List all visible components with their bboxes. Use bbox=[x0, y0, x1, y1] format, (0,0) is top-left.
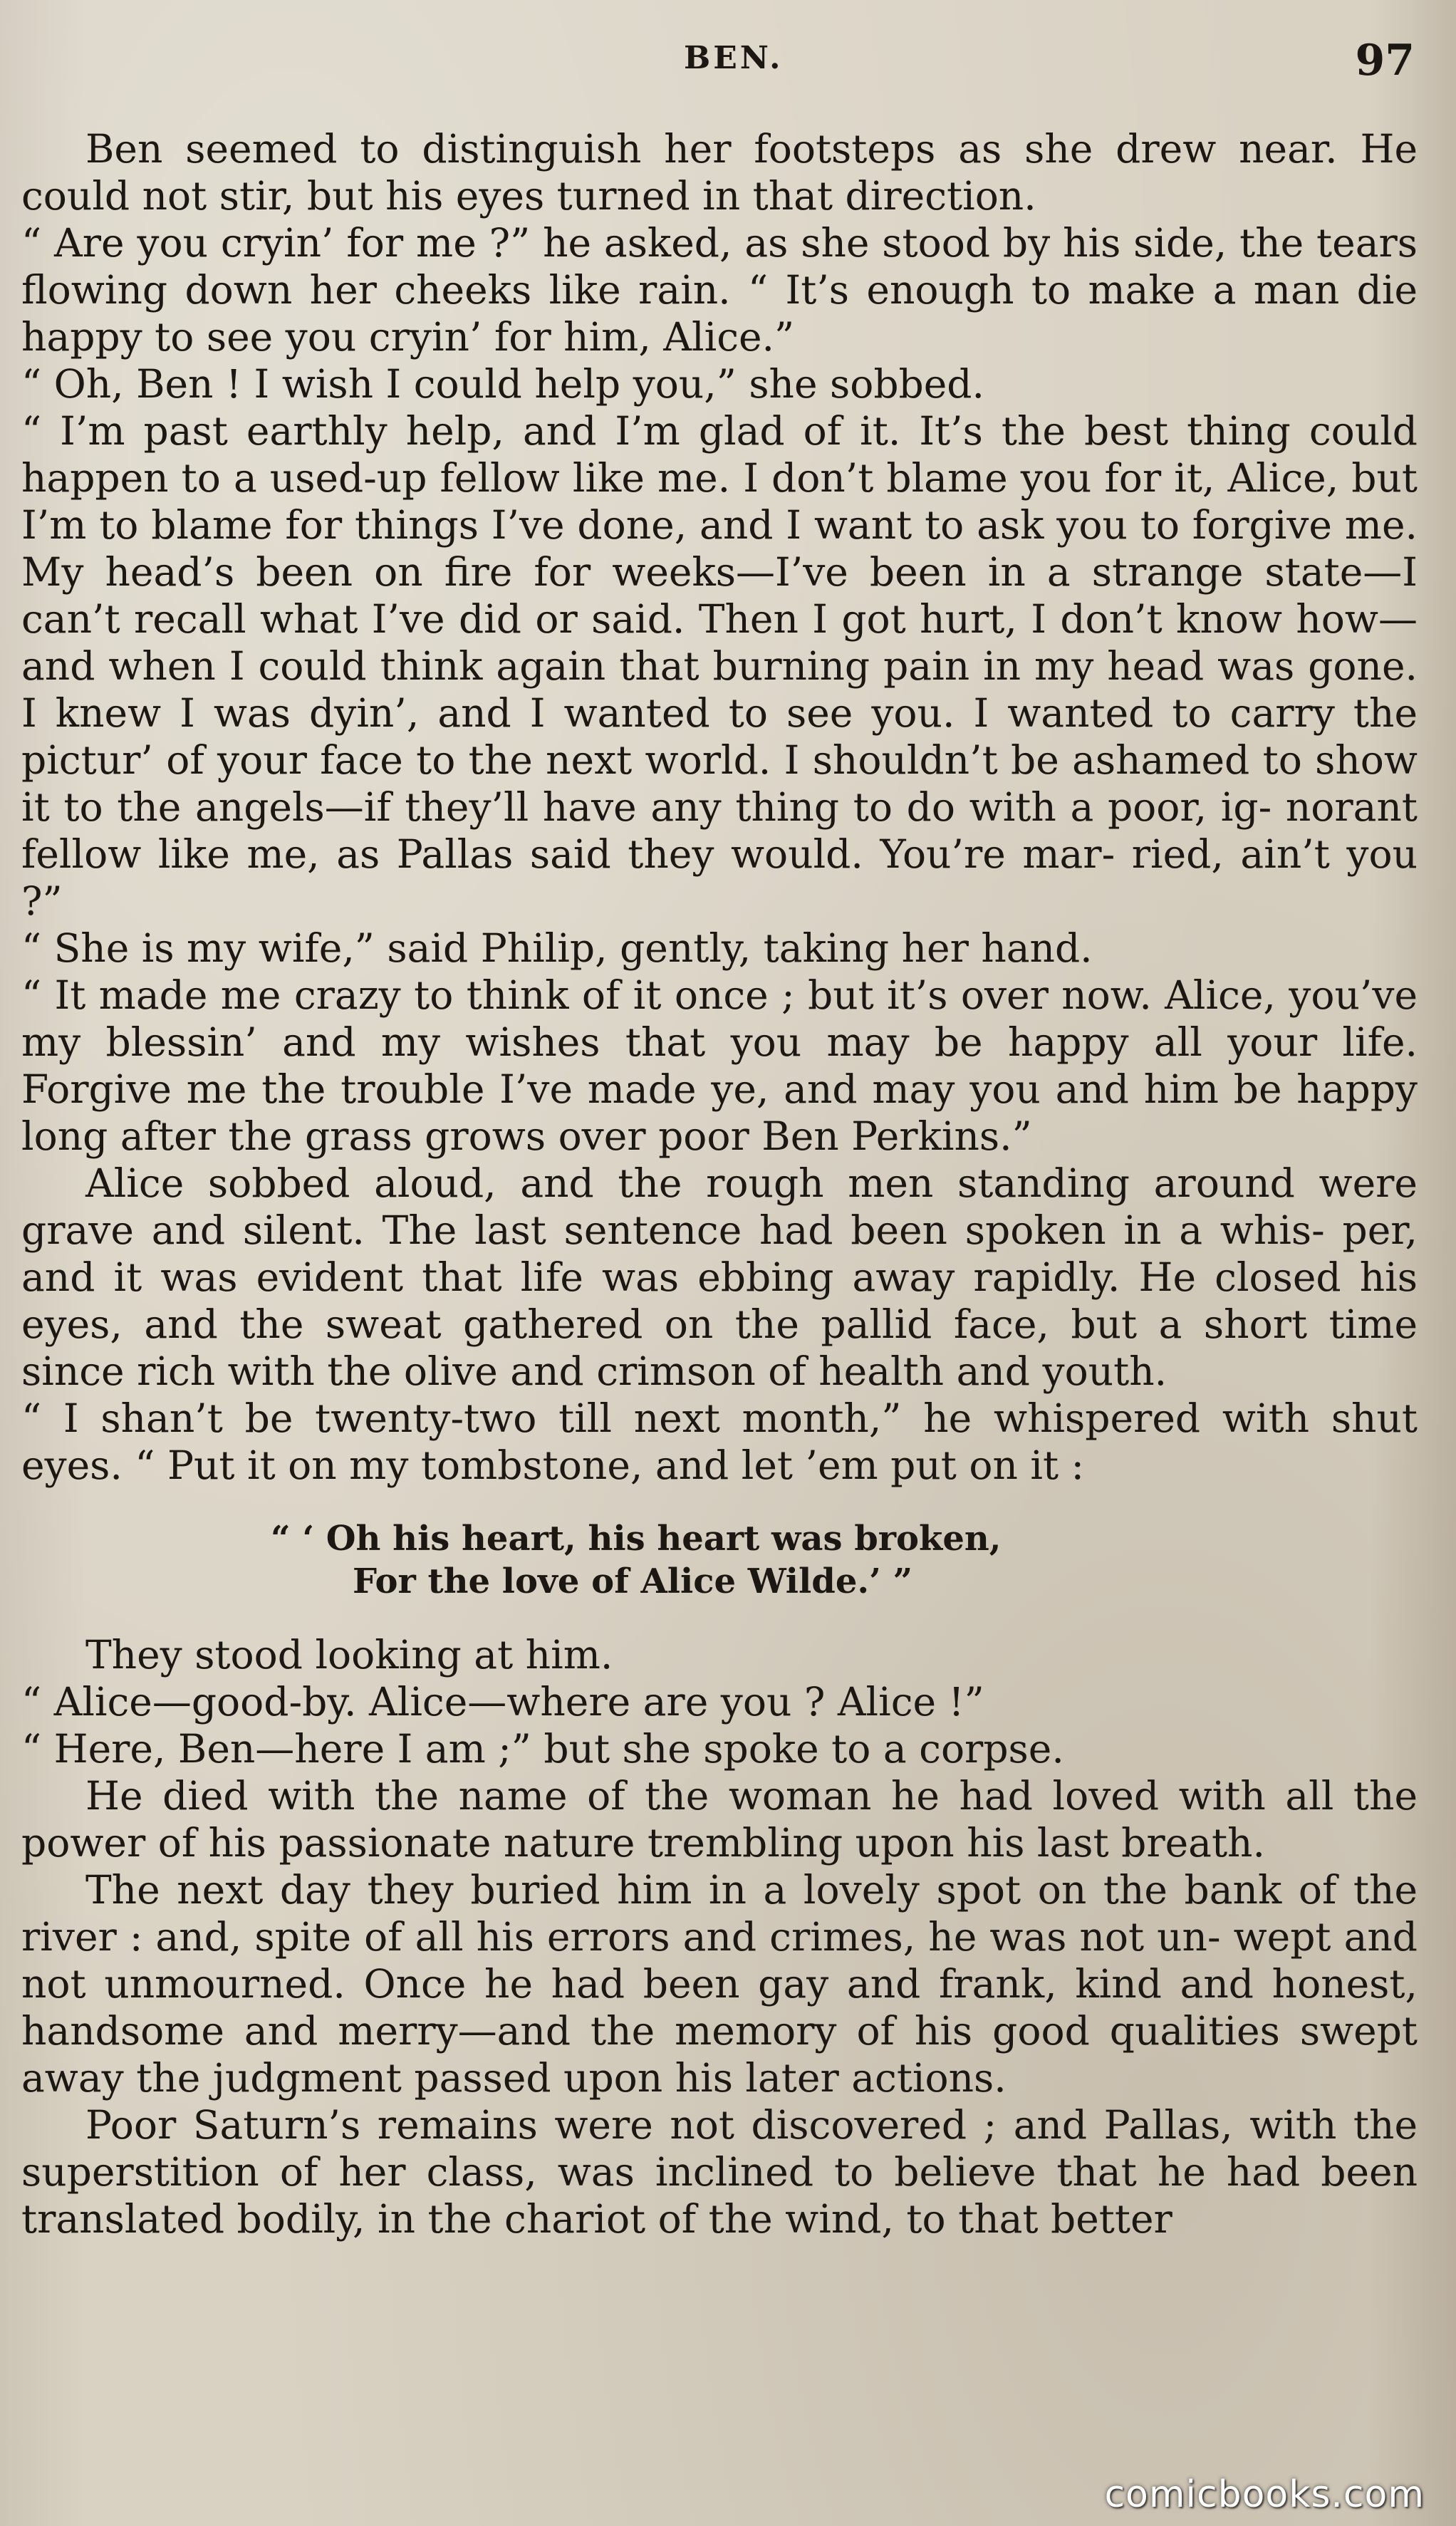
paragraph: “ She is my wife,” said Philip, gently, taking her hand. bbox=[21, 925, 1093, 971]
paragraph: Ben seemed to distinguish her footsteps as she drew near. He could not stir, but his eyes turned in that direction. bbox=[21, 126, 1418, 219]
epigraph-line: “ ‘ Oh his heart, his heart was broken, bbox=[271, 1519, 1002, 1559]
paragraph: They stood looking at him. bbox=[85, 1632, 613, 1678]
epigraph-line: For the love of Alice Wilde.’ ” bbox=[353, 1561, 913, 1601]
paragraph: “ I’m past earthly help, and I’m glad of it. It’s the best thing could happen to a used-up fellow like me. I don’t blame you for it, Alice, but I’m to blame for things I’ve done, and I want to ask you to forgive me. My head’s been on fire for weeks—I’ve been in a strange state—I can’t recall what I’ve did or said. Then I got hurt, I don’t know how—and when I could think again that burning pain in my head was gone. I knew I was dyin’, and I wanted to see you. I wanted to carry the pictur’ of your face to the next world. I shouldn’t be ashamed to show it to the angels—if they’ll have any thing to do with a poor, ig- norant fellow like me, as Pallas said they would. You’re mar- ried, ain’t you ?” bbox=[21, 408, 1418, 924]
epigraph bbox=[21, 1517, 1418, 1603]
running-title: BEN. bbox=[684, 40, 784, 76]
paragraph: Poor Saturn’s remains were not discovered ; and Pallas, with the superstition of her class, was inclined to believe that he had been translated bodily, in the chariot of the wind, to that better bbox=[21, 2102, 1418, 2242]
paragraph: “ Here, Ben—here I am ;” but she spoke to a corpse. bbox=[21, 1726, 1064, 1772]
page-number: 97 bbox=[1355, 36, 1415, 85]
paragraph: “ It made me crazy to think of it once ; but it’s over now. Alice, you’ve my blessin’ and my wishes that you may be happy all your life. Forgive me the trouble I’ve made ye, and may you and him be happy long after the grass grows over poor Ben Perkins.” bbox=[21, 972, 1418, 1159]
paragraph: “ I shan’t be twenty-two till next month,” he whispered with shut eyes. “ Put it on my tombstone, and let ’em put on it : bbox=[21, 1395, 1418, 1488]
paragraph: “ Alice—good-by. Alice—where are you ? Alice !” bbox=[21, 1679, 984, 1725]
paragraph: “ Oh, Ben ! I wish I could help you,” she sobbed. bbox=[21, 361, 984, 407]
paragraph: The next day they buried him in a lovely spot on the bank of the river : and, spite of all his errors and crimes, he was not un- wept and not unmourned. Once he had been gay and frank, kind and honest, handsome and merry—and the memory of his good qualities swept away the judgment passed upon his later actions. bbox=[21, 1867, 1418, 2101]
paragraph: Alice sobbed aloud, and the rough men standing around were grave and silent. The last sentence had been spoken in a whis- per, and it was evident that life was ebbing away rapidly. He closed his eyes, and the sweat gathered on the pallid face, but a short time since rich with the olive and crimson of health and youth. bbox=[21, 1160, 1418, 1394]
watermark: comicbooks.com bbox=[1104, 2473, 1425, 2516]
running-head bbox=[0, 33, 1456, 90]
paragraph: “ Are you cryin’ for me ?” he asked, as she stood by his side, the tears flowing down her cheeks like rain. “ It’s enough to make a man die happy to see you cryin’ for him, Alice.” bbox=[21, 220, 1418, 360]
body-text bbox=[21, 125, 1418, 2242]
paragraph: He died with the name of the woman he had loved with all the power of his passionate nature trembling upon his last breath. bbox=[21, 1773, 1418, 1866]
